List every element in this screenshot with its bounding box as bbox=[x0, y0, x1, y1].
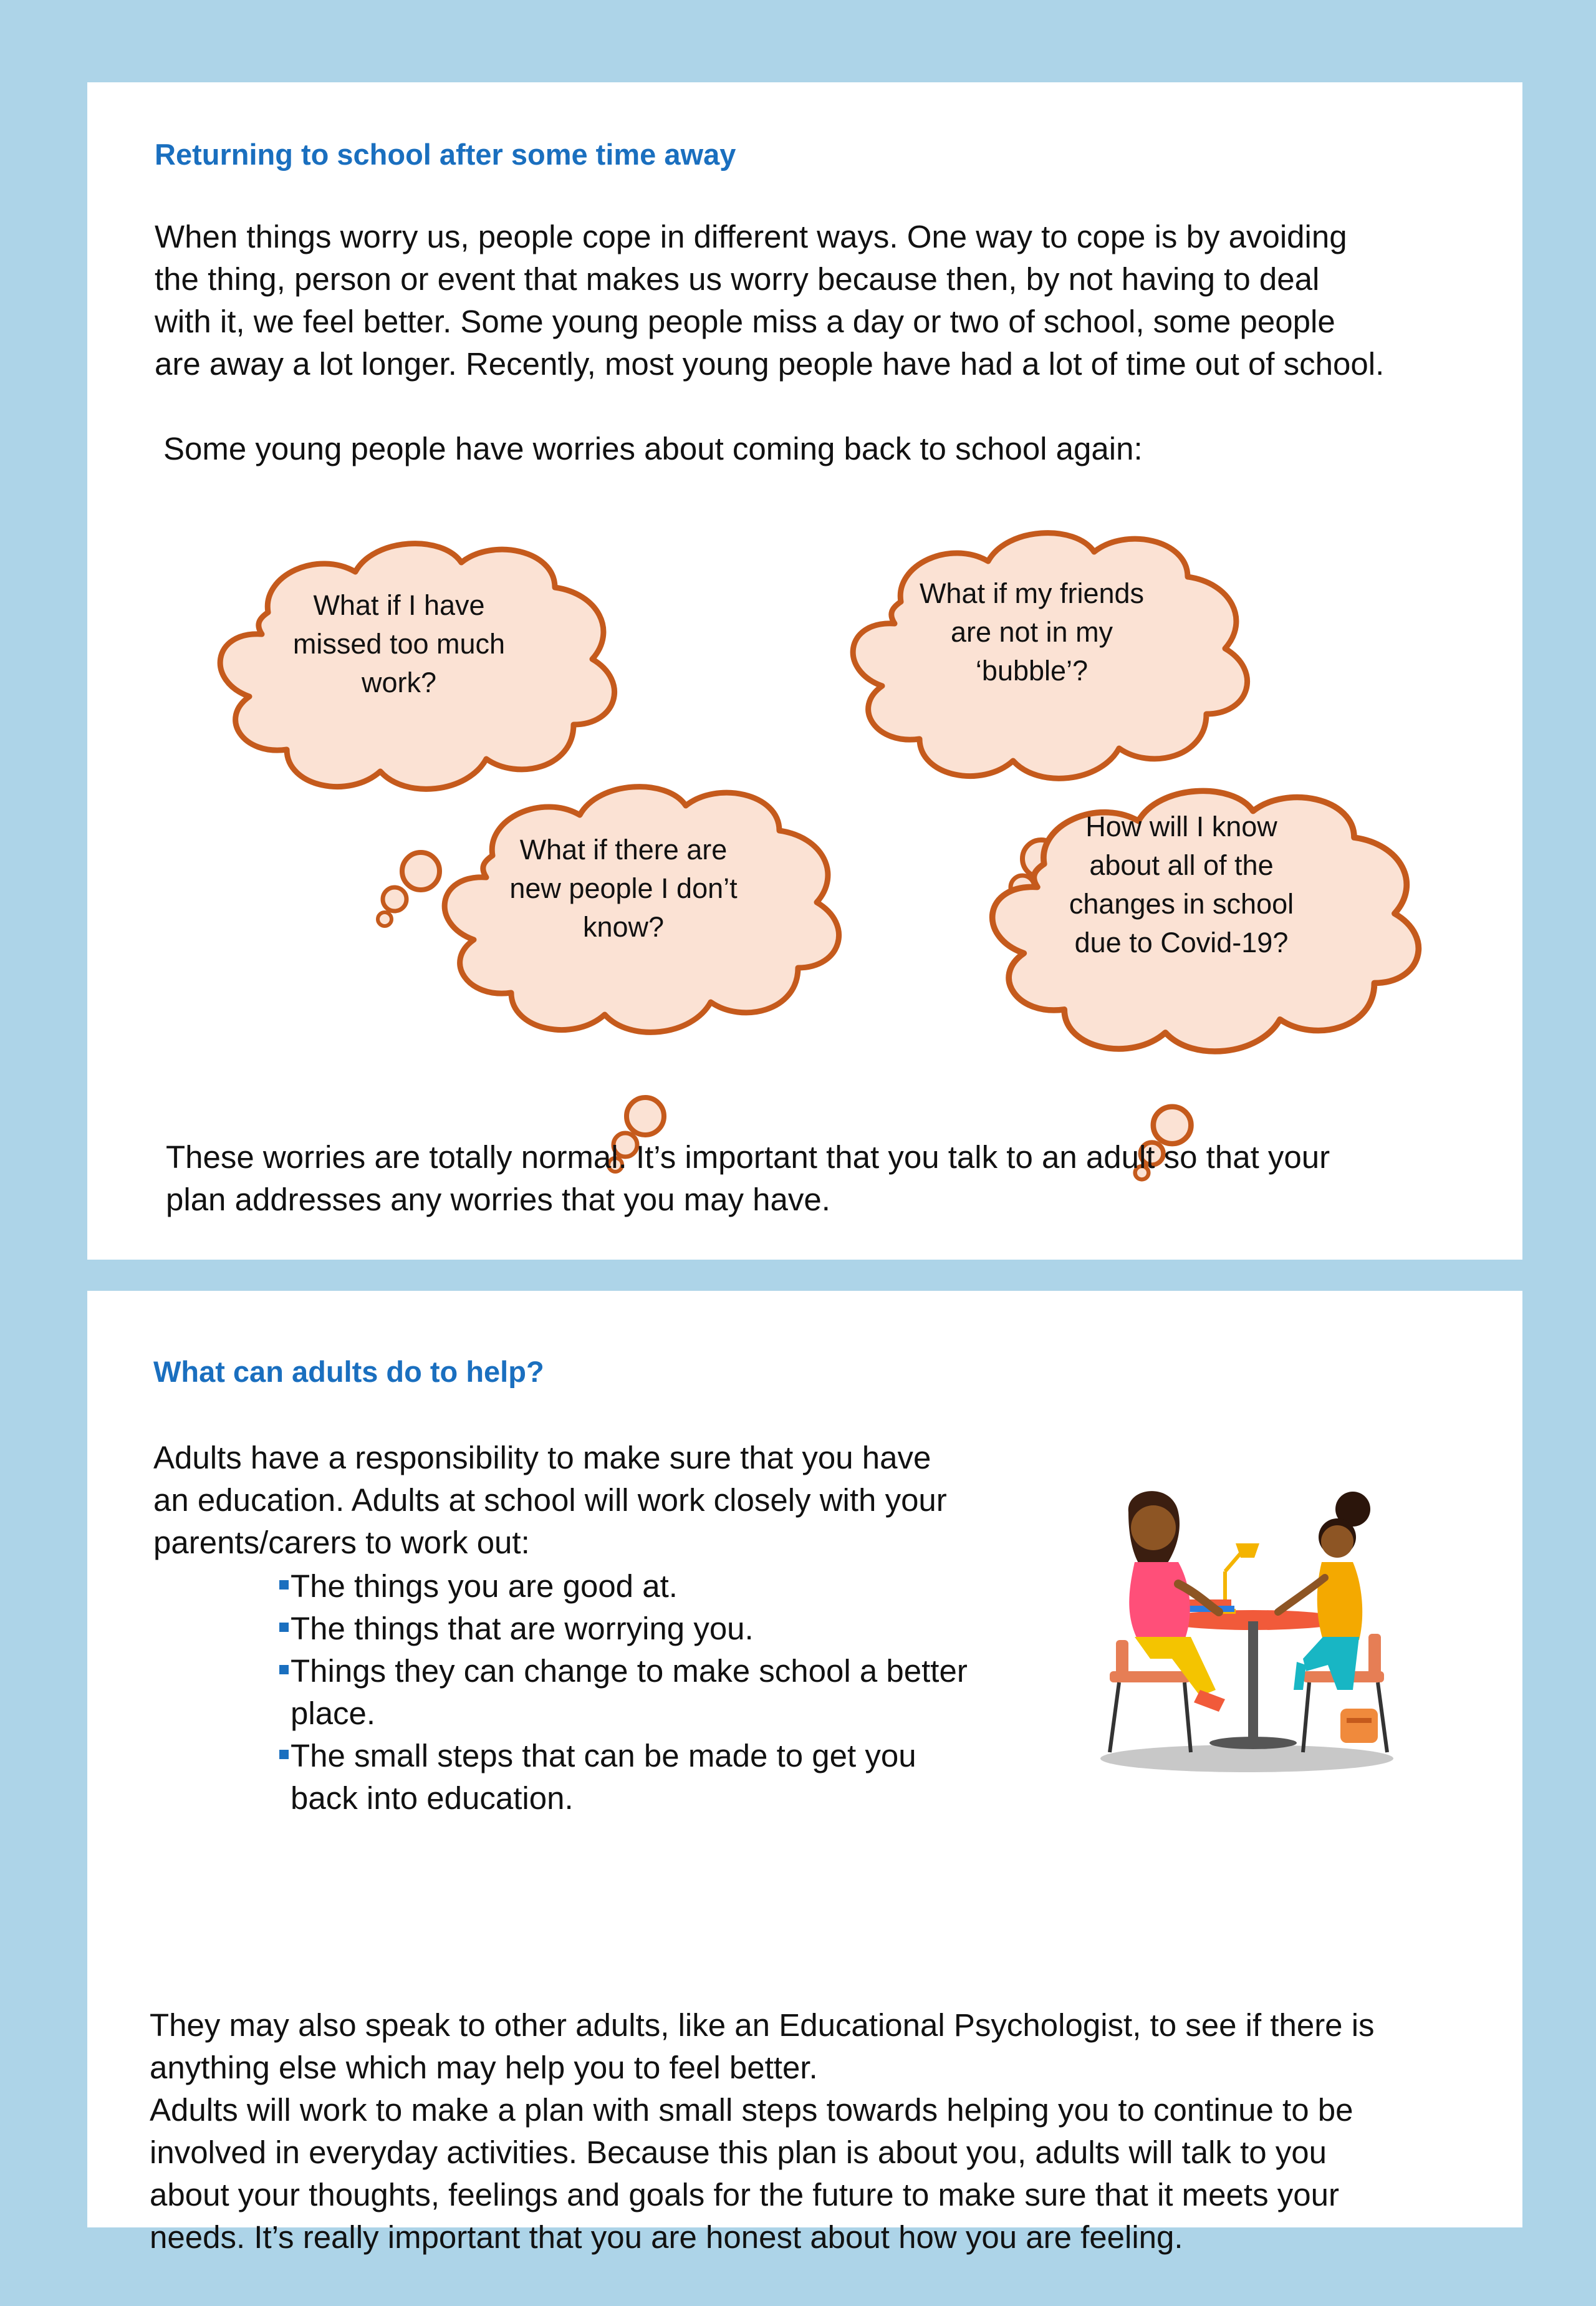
adult-and-child-illustration bbox=[1091, 1484, 1415, 1777]
text-line: plan addresses any worries that you may have. bbox=[166, 1182, 830, 1217]
text-line: Adults will work to make a plan with small steps towards helping you to continue to be bbox=[150, 2092, 1353, 2128]
worries-panel bbox=[87, 82, 1522, 1260]
section-heading: What can adults do to help? bbox=[153, 1355, 544, 1388]
adults-help-panel bbox=[87, 1291, 1522, 2255]
text-line: an education. Adults at school will work closely with your bbox=[153, 1482, 947, 1518]
list-item bbox=[165, 1565, 968, 1608]
square-bullet-icon bbox=[279, 1623, 289, 1632]
text-line: Things they can change to make school a better bbox=[291, 1653, 968, 1689]
text-line: with it, we feel better. Some young people miss a day or two of school, some people bbox=[155, 304, 1335, 339]
text-line: What if I have bbox=[313, 589, 485, 621]
illustration-image bbox=[1091, 1484, 1415, 1777]
text-line: They may also speak to other adults, like an Educational Psychologist, to see if there is bbox=[150, 2007, 1375, 2043]
text-line: about all of the bbox=[1089, 849, 1274, 881]
text-line: place. bbox=[291, 1696, 376, 1731]
square-bullet-icon bbox=[279, 1580, 289, 1590]
section-heading: Returning to school after some time away bbox=[155, 138, 736, 171]
square-bullet-icon bbox=[279, 1750, 289, 1759]
text-line: The small steps that can be made to get you bbox=[291, 1738, 916, 1773]
closing-paragraph bbox=[166, 1136, 1330, 1221]
text-line: back into education. bbox=[291, 1780, 574, 1816]
text-line: are away a lot longer. Recently, most young people have had a lot of time out of school. bbox=[155, 346, 1385, 382]
text-line: How will I know bbox=[1085, 811, 1277, 842]
thought-cloud-shape bbox=[418, 768, 879, 1180]
text-line: parents/carers to work out: bbox=[153, 1525, 530, 1560]
text-line: What if there are bbox=[519, 834, 728, 866]
text-line: The things that are worrying you. bbox=[291, 1611, 754, 1646]
bubble-text bbox=[212, 586, 586, 702]
intro-paragraph bbox=[155, 216, 1384, 385]
lead-in-text: Some young people have worries about coming back to school again: bbox=[163, 431, 1143, 466]
steps-list bbox=[165, 1565, 968, 1820]
text-line: These worries are totally normal. It’s important that you talk to an adult so that your bbox=[166, 1139, 1330, 1175]
text-line: about your thoughts, feelings and goals for the future to make sure that it meets your bbox=[150, 2177, 1339, 2212]
intro-paragraph bbox=[153, 1437, 947, 1564]
text-line: know? bbox=[582, 911, 665, 943]
third-paragraph bbox=[150, 2089, 1353, 2259]
bubble-text bbox=[436, 831, 810, 947]
list-item bbox=[165, 1650, 968, 1735]
list-item bbox=[165, 1608, 968, 1650]
text-line: needs. It’s really important that you are honest about how you are feeling. bbox=[150, 2219, 1183, 2255]
text-line: When things worry us, people cope in different ways. One way to cope is by avoiding bbox=[155, 219, 1347, 254]
text-line: What if my friends bbox=[919, 577, 1145, 609]
second-paragraph bbox=[150, 2004, 1375, 2089]
text-line: are not in my bbox=[950, 616, 1113, 648]
text-line: involved in everyday activities. Because this plan is about you, adults will talk to you bbox=[150, 2135, 1327, 2170]
text-line: The things you are good at. bbox=[291, 1568, 678, 1604]
text-line: work? bbox=[361, 667, 437, 698]
text-line: missed too much bbox=[292, 628, 506, 660]
text-line: changes in school bbox=[1069, 888, 1294, 920]
text-line: anything else which may help you to feel better. bbox=[150, 2050, 818, 2085]
text-line: Adults have a responsibility to make sure that you have bbox=[153, 1440, 931, 1475]
text-line: the thing, person or event that makes us worry because then, by not having to deal bbox=[155, 261, 1320, 297]
bubble-text bbox=[845, 574, 1219, 690]
text-line: new people I don’t bbox=[509, 872, 738, 904]
bubble-text bbox=[982, 808, 1381, 962]
text-line: due to Covid-19? bbox=[1074, 927, 1289, 958]
list-item bbox=[165, 1735, 968, 1820]
square-bullet-icon bbox=[279, 1665, 289, 1674]
thought-bubble-new-people bbox=[418, 768, 879, 1180]
text-line: ‘bubble’? bbox=[975, 655, 1089, 687]
